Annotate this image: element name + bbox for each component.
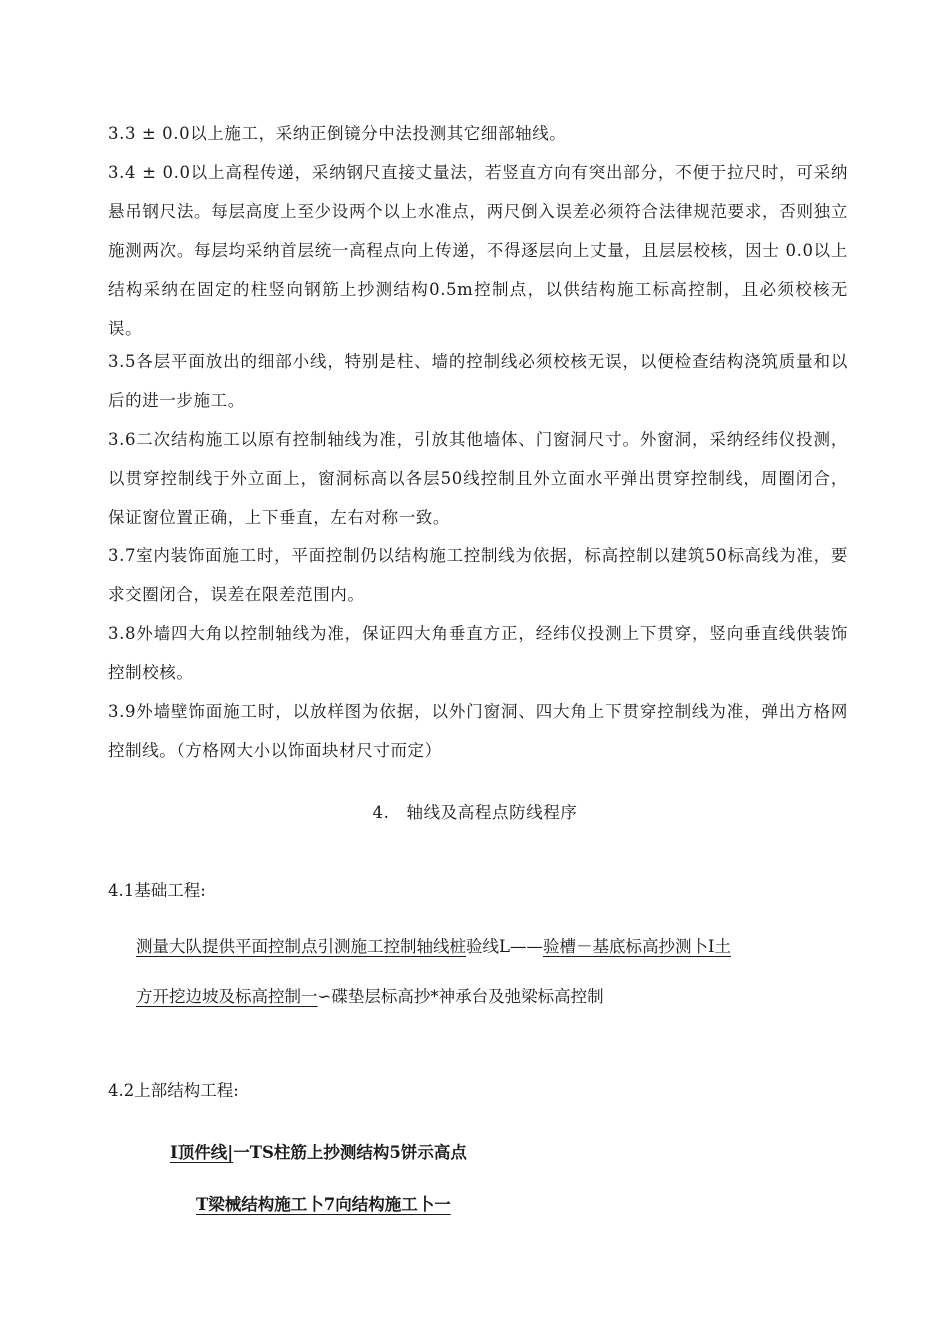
paragraph-3-7: 3.7室内装饰面施工时，平面控制仍以结构施工控制线为依据，标高控制以建筑50标高线为准，要求交圈闭合，误差在限差范围内。 <box>108 546 848 604</box>
flow-step-top-line: I顶件线| <box>170 1143 234 1162</box>
flow-step-cushion: ∽碟垫层标高抄*神承台及弛梁标高控制 <box>317 987 604 1006</box>
section-4-heading: 4. 轴线及高程点防线程序 <box>372 803 578 822</box>
flow-4-2-line-2 <box>196 1190 451 1220</box>
flow-step-survey: 测量大队提供平面控制点引测施工控制轴线桩 <box>136 937 466 956</box>
flow-4-2-line-1 <box>170 1138 467 1168</box>
paragraph-3-8: 3.8外墙四大角以控制轴线为准，保证四大角垂直方正，经纬仪投测上下贯穿，竖向垂直线供装饰控制校核。 <box>108 624 848 682</box>
flow-step-verify-line: 验线L—— <box>466 937 543 956</box>
flow-4-1-line-1 <box>136 922 846 972</box>
section-4-2-title: 4.2上部结构工程: <box>108 1081 239 1100</box>
paragraph-3-3: 3.3 ± 0.0以上施工，采纳正倒镜分中法投测其它细部轴线。 <box>108 124 567 143</box>
flow-4-1-line-2 <box>136 972 846 1022</box>
flow-step-trench: 验槽－基底标高抄测卜I土 <box>542 937 731 956</box>
flow-step-column-rebar: 一TS柱筋上抄测结构5饼示高点 <box>233 1143 467 1162</box>
paragraph-3-5: 3.5各层平面放出的细部小线，特别是柱、墙的控制线必须校核无误，以便检查结构浇筑质量和以后的进一步施工。 <box>108 352 848 410</box>
flow-step-excavation: 方开挖边坡及标高控制一 <box>136 987 318 1006</box>
paragraph-3-4: 3.4 ± 0.0以上高程传递，采纳钢尺直接丈量法，若竖直方向有突出部分，不便于拉尺时，可采纳悬吊钢尺法。每层高度上至少设两个以上水准点，两尺倒入误差必须符合法律规范要求，否则独立施测两次。每层均采纳首层统一高程点向上传递，不得逐层向上丈量，且层层校核，因士 0.0以上结构采纳在固定的柱竖向钢筋上抄测结构0.5m控制点，以供结构施工标高控制，且必须校核无误。 <box>108 163 848 338</box>
paragraph-3-6: 3.6二次结构施工以原有控制轴线为准，引放其他墙体、门窗洞尺寸。外窗洞，采纳经纬仪投测，以贯穿控制线于外立面上，窗洞标高以各层50线控制且外立面水平弹出贯穿控制线，周圈闭合，保证窗位置正确，上下垂直，左右对称一致。 <box>108 430 848 527</box>
flow-step-beam-structure: T梁械结构施工卜7向结构施工卜一 <box>196 1195 451 1214</box>
section-4-1-title: 4.1基础工程: <box>108 881 206 900</box>
paragraph-3-9: 3.9外墙壁饰面施工时，以放样图为依据，以外门窗洞、四大角上下贯穿控制线为准，弹出方格网控制线。（方格网大小以饰面块材尺寸而定） <box>108 702 848 760</box>
